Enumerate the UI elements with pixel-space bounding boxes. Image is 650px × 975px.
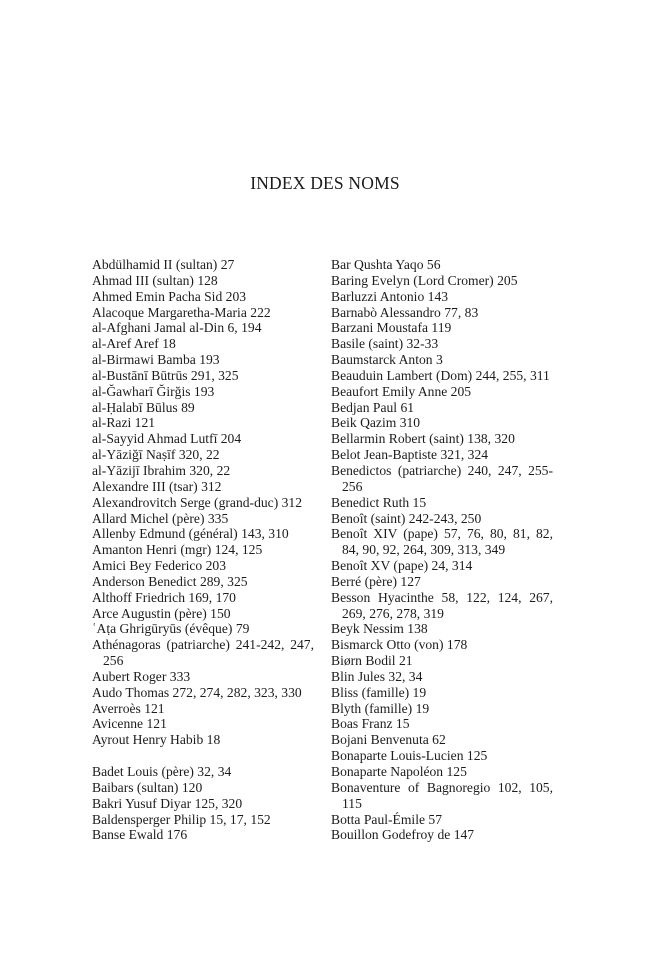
index-entry: Baibars (sultan) 120 — [92, 779, 203, 795]
index-entry: Ayrout Henry Habib 18 — [92, 732, 221, 748]
index-entry: al-Birmawi Bamba 193 — [92, 352, 220, 368]
index-column-right — [331, 257, 553, 843]
index-entry: Bedjan Paul 61 — [331, 399, 415, 415]
index-entry: Aubert Roger 333 — [92, 668, 191, 684]
index-entry: al-Yāziğī Naṣīf 320, 22 — [92, 447, 220, 463]
index-entry: Barzani Moustafa 119 — [331, 320, 452, 336]
index-entry: Baring Evelyn (Lord Cromer) 205 — [331, 272, 518, 288]
index-entry: Bouillon Godefroy de 147 — [331, 827, 475, 843]
index-entry: Amici Bey Federico 203 — [92, 558, 227, 574]
index-entry: Averroès 121 — [92, 700, 165, 716]
index-entry: Athénagoras (patriarche) 241-242, 247, 256 — [92, 637, 314, 669]
index-entry: Besson Hyacinthe 58, 122, 124, 267, 269, 276, 278, 319 — [331, 589, 553, 621]
index-entry: Basile (saint) 32-33 — [331, 336, 439, 352]
index-entry: Althoff Friedrich 169, 170 — [92, 589, 236, 605]
index-entry: Bliss (famille) 19 — [331, 684, 427, 700]
index-entry: Bonaventure of Bagnoregio 102, 105, 115 — [331, 779, 553, 811]
index-entry: Ahmed Emin Pacha Sid 203 — [92, 288, 247, 304]
index-entry: Beauduin Lambert (Dom) 244, 255, 311 — [331, 367, 550, 383]
index-entry: Badet Louis (père) 32, 34 — [92, 764, 232, 779]
index-entry: Allenby Edmund (général) 143, 310 — [92, 526, 289, 542]
index-entry: Baumstarck Anton 3 — [331, 352, 443, 368]
index-entry: Benoît XIV (pape) 57, 76, 80, 81, 82, 84, 90, 92, 264, 309, 313, 349 — [331, 526, 553, 558]
index-entry: Berré (père) 127 — [331, 573, 421, 589]
index-entry: Baldensperger Philip 15, 17, 152 — [92, 811, 271, 827]
index-entry: al-Sayyid Ahmad Lutfī 204 — [92, 431, 242, 447]
index-entry: al-Ğawharī Ğirğis 193 — [92, 383, 215, 399]
index-entry: Ahmad III (sultan) 128 — [92, 272, 218, 288]
index-entry: Botta Paul-Émile 57 — [331, 811, 443, 827]
index-entry: Beyk Nessim 138 — [331, 621, 428, 637]
index-entry: Allard Michel (père) 335 — [92, 510, 229, 526]
index-entry: Banse Ewald 176 — [92, 827, 188, 843]
index-entry: Bar Qushta Yaqo 56 — [331, 257, 441, 272]
index-entry: Anderson Benedict 289, 325 — [92, 573, 248, 589]
index-entry: Audo Thomas 272, 274, 282, 323, 330 — [92, 684, 302, 700]
index-column-left — [92, 257, 314, 843]
index-entry: Biørn Bodil 21 — [331, 653, 413, 669]
index-entry: Barnabò Alessandro 77, 83 — [331, 304, 479, 320]
index-entry: Amanton Henri (mgr) 124, 125 — [92, 542, 263, 558]
index-entry: Blin Jules 32, 34 — [331, 668, 423, 684]
index-entry: Beik Qazim 310 — [331, 415, 421, 431]
index-entry: Boas Franz 15 — [331, 716, 410, 732]
index-entry: al-Ḥalabī Būlus 89 — [92, 399, 195, 415]
index-entry: Bakri Yusuf Diyar 125, 320 — [92, 795, 243, 811]
index-entry: Bonaparte Louis-Lucien 125 — [331, 748, 488, 764]
index-entry: Benoît (saint) 242-243, 250 — [331, 510, 482, 526]
index-entry: Alexandrovitch Serge (grand-duc) 312 — [92, 494, 303, 510]
index-entry: al-Razi 121 — [92, 415, 156, 431]
index-entry: Alacoque Margaretha-Maria 222 — [92, 304, 271, 320]
index-entry: Blyth (famille) 19 — [331, 700, 430, 716]
index-entry: Bismarck Otto (von) 178 — [331, 637, 468, 653]
index-entry: ʿAṭa Ghrigūryūs (évêque) 79 — [92, 621, 250, 637]
index-entry: Arce Augustin (père) 150 — [92, 605, 231, 621]
index-entry: al-Aref Aref 18 — [92, 336, 176, 352]
index-entry: Benedict Ruth 15 — [331, 494, 427, 510]
index-entry: Beaufort Emily Anne 205 — [331, 383, 472, 399]
index-entry: al-Afghani Jamal al-Din 6, 194 — [92, 320, 262, 336]
index-entry: Benoît XV (pape) 24, 314 — [331, 558, 473, 574]
index-entry: Abdülhamid II (sultan) 27 — [92, 257, 235, 272]
index-entry: Bonaparte Napoléon 125 — [331, 764, 467, 779]
index-entry: al-Yāzijī Ibrahim 320, 22 — [92, 462, 231, 478]
index-entry: Avicenne 121 — [92, 716, 167, 732]
index-entry: Belot Jean-Baptiste 321, 324 — [331, 447, 489, 463]
index-entry: Alexandre III (tsar) 312 — [92, 478, 222, 494]
index-entry: Benedictos (patriarche) 240, 247, 255-256 — [331, 462, 553, 494]
index-entry: al-Bustānī Būtrūs 291, 325 — [92, 367, 239, 383]
index-entry: Barluzzi Antonio 143 — [331, 288, 449, 304]
index-entry: Bellarmin Robert (saint) 138, 320 — [331, 431, 515, 447]
index-entry: Bojani Benvenuta 62 — [331, 732, 446, 748]
page-title: INDEX DES NOMS — [250, 173, 400, 193]
